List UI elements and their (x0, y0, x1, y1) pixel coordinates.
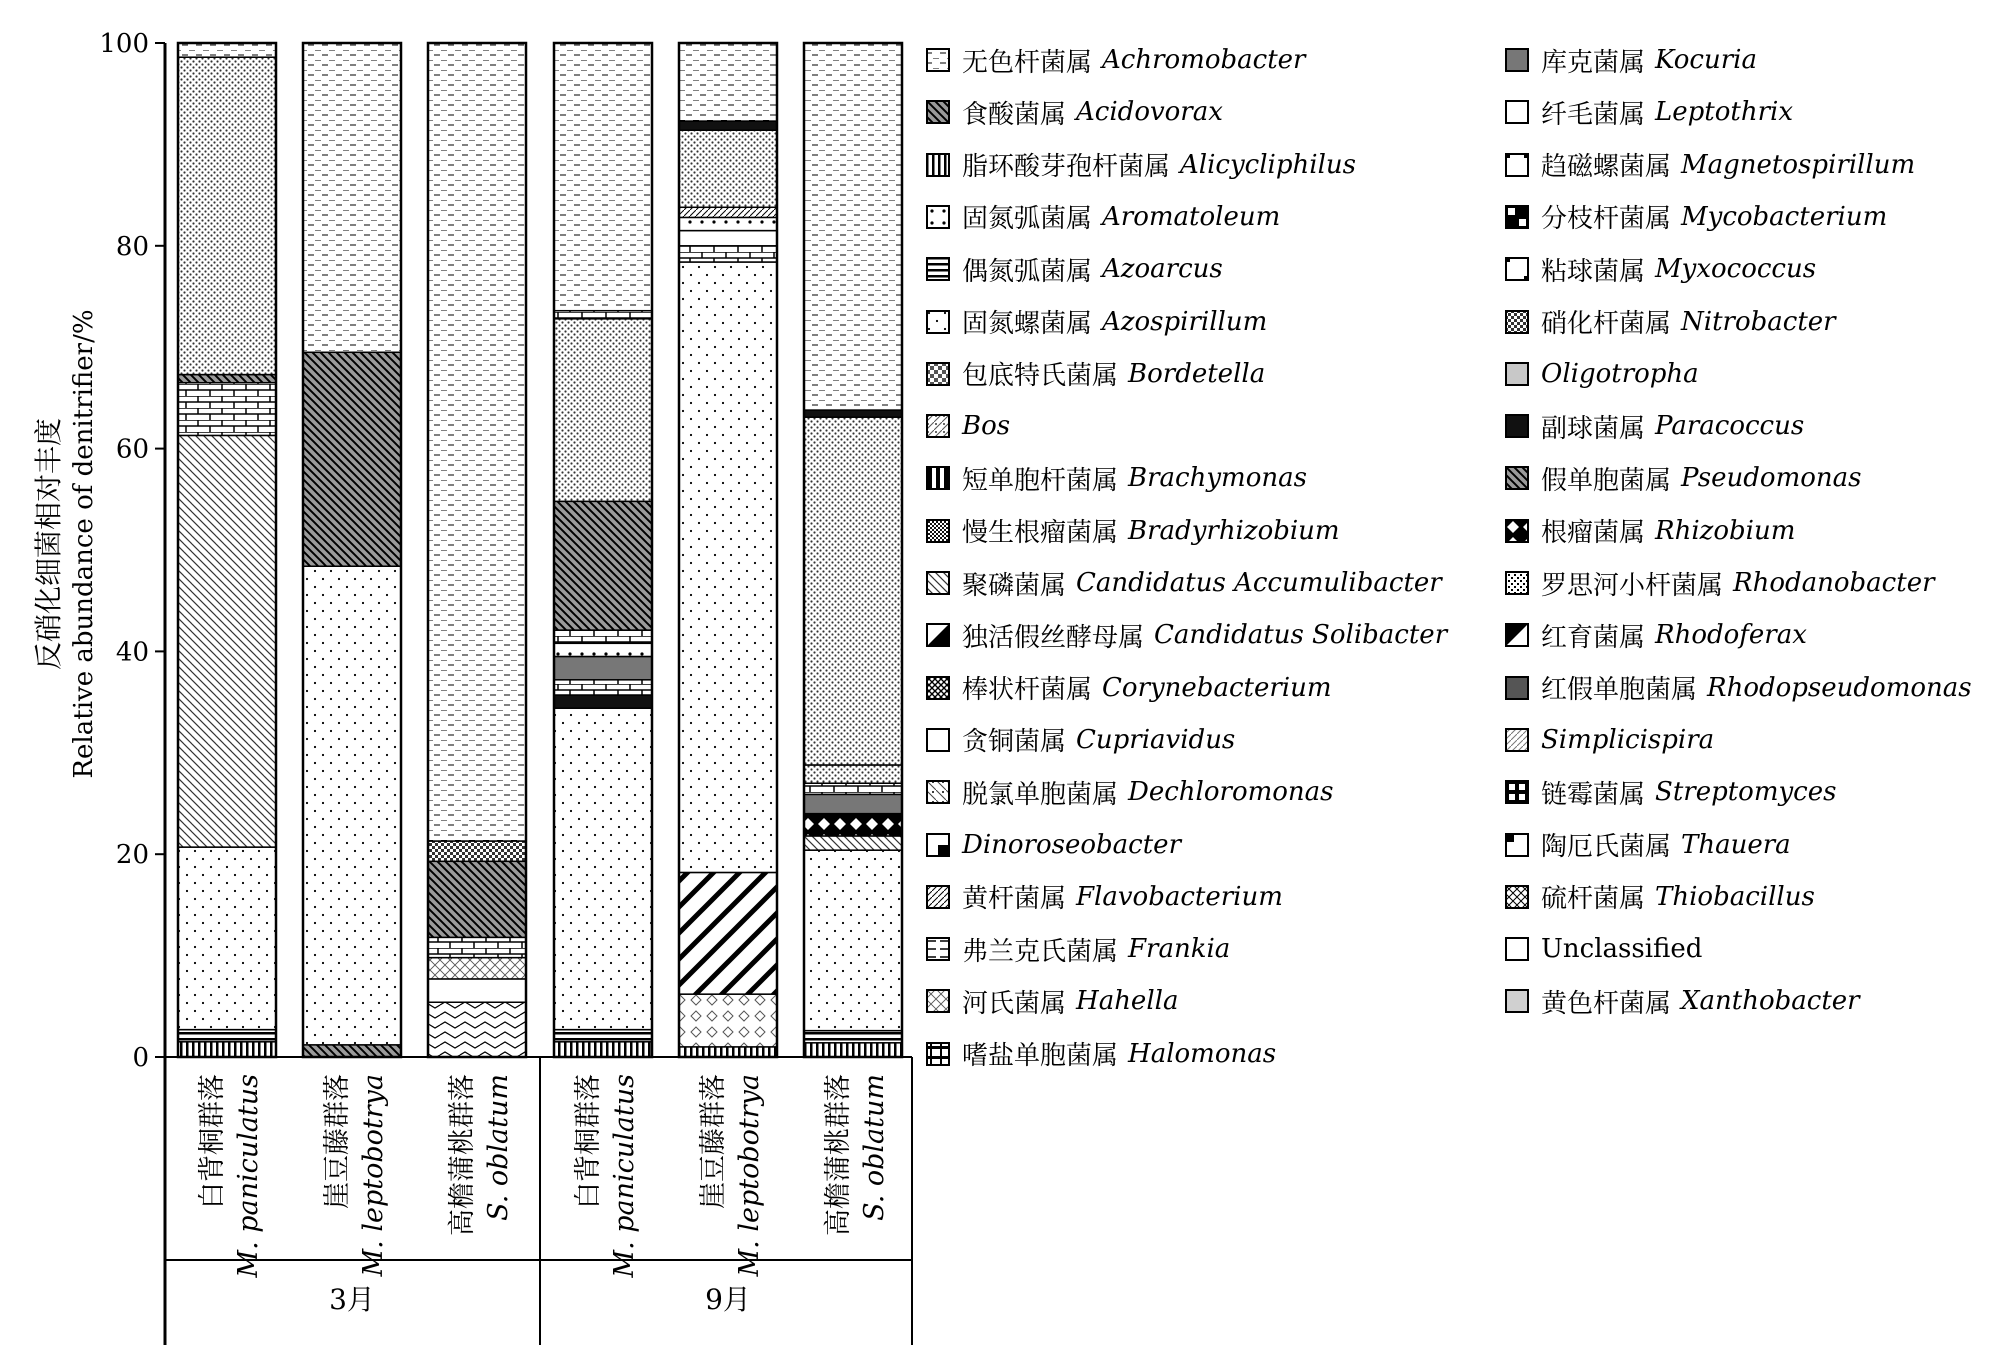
legend-label-cn: 无色杆菌属 (962, 47, 1093, 78)
bar-segment (178, 43, 276, 57)
legend-label-latin: Dinoroseobacter (962, 829, 1181, 860)
legend-label-cn: 假单胞菌属 (1541, 465, 1672, 496)
bar-segment (679, 121, 777, 130)
legend-label-latin: Paracoccus (1655, 411, 1805, 442)
category-label-latin: S. oblatum (859, 1074, 890, 1221)
legend-label-cn: 链霉菌属 (1541, 779, 1646, 810)
legend-label-cn: 聚磷菌属 (962, 570, 1067, 601)
legend-label-latin: Nitrobacter (1681, 306, 1836, 337)
bar-segment (554, 501, 652, 630)
group-label: 3月 (329, 1283, 375, 1316)
bar-segment (178, 847, 276, 1030)
legend-label-cn: 根瘤菌属 (1541, 518, 1646, 549)
legend-label-latin: Candidatus Accumulibacter (1076, 568, 1442, 598)
y-tick-label: 100 (99, 29, 149, 59)
legend-label-latin: Flavobacterium (1076, 881, 1283, 912)
bar-segment (303, 43, 401, 352)
bar-segment (554, 680, 652, 695)
legend-label-latin: Aromatoleum (1102, 201, 1281, 232)
bar-segment (428, 979, 526, 1002)
bar-segment (679, 207, 777, 217)
bar-segment (303, 1045, 401, 1057)
legend-label-latin: Rhodoferax (1655, 620, 1807, 651)
legend-label-latin: Thiobacillus (1655, 881, 1815, 912)
category-label-latin: M. paniculatus (609, 1074, 640, 1278)
legend-label-latin: Dechloromonas (1128, 777, 1334, 808)
bar-segment (804, 836, 902, 850)
legend-label-cn: 纤毛菌属 (1541, 99, 1646, 130)
legend-label-cn: 趋磁螺菌属 (1541, 152, 1672, 183)
bar-segment (804, 43, 902, 410)
legend-label-latin: Cupriavidus (1076, 724, 1236, 755)
legend-label-latin: Hahella (1076, 986, 1179, 1017)
legend-label-latin: Xanthobacter (1681, 986, 1860, 1017)
bar-segment (554, 311, 652, 319)
legend-label-cn: 硫杆菌属 (1541, 884, 1646, 915)
legend-label-latin: Rhodanobacter (1733, 568, 1935, 598)
legend-label-cn: 棒状杆菌属 (962, 675, 1093, 706)
y-tick-label: 40 (115, 637, 149, 668)
bar-segment (804, 765, 902, 783)
bar-segment (679, 217, 777, 230)
legend-label-latin: Pseudomonas (1681, 463, 1862, 494)
legend-label-latin: Leptothrix (1655, 97, 1794, 128)
y-axis-title-en: Relative abundance of denitrifier/% (69, 309, 99, 779)
legend-label-latin: Halomonas (1128, 1038, 1277, 1069)
category-label-cn: 崖豆藤群落 (698, 1074, 729, 1209)
y-tick-label: 80 (115, 231, 149, 262)
bar-segment (554, 319, 652, 502)
bar-segment (554, 43, 652, 311)
bar-segment (554, 643, 652, 656)
legend-label-latin: Unclassified (1541, 934, 1703, 965)
legend-label-cn: 偶氮弧菌属 (962, 256, 1093, 287)
bar-segment (679, 872, 777, 994)
legend-label-cn: 脂环酸芽孢杆菌属 (962, 152, 1171, 183)
bar-segment (679, 43, 777, 121)
bar-segment (303, 352, 401, 566)
bar-segment (804, 1031, 902, 1043)
legend-label-latin: Corynebacterium (1102, 672, 1332, 703)
category-label-latin: M. leptobotrya (358, 1074, 389, 1277)
legend-label-latin: Bos (962, 411, 1011, 442)
y-axis-title-cn: 反硝化细菌相对丰度 (32, 417, 65, 671)
bar-segment (428, 841, 526, 861)
legend-label-cn: 脱氯单胞菌属 (962, 779, 1119, 810)
bar-segment (804, 794, 902, 813)
legend-label-cn: 库克菌属 (1541, 47, 1646, 78)
bar-segment (804, 417, 902, 765)
legend-label-latin: Kocuria (1655, 45, 1757, 75)
legend-label-latin: Frankia (1128, 934, 1231, 965)
bar-segment (178, 57, 276, 374)
legend-label-latin: Myxococcus (1655, 254, 1817, 285)
legend-label-cn: 包底特氏菌属 (962, 361, 1119, 392)
legend-label-cn: 红育菌属 (1541, 622, 1646, 653)
legend-label-cn: 粘球菌属 (1541, 256, 1646, 287)
bar-segment (428, 1002, 526, 1057)
bar-segment (178, 435, 276, 847)
legend-label-cn: 分枝杆菌属 (1541, 204, 1672, 235)
bar-segment (178, 1030, 276, 1042)
legend-label-cn: 河氏菌属 (962, 988, 1067, 1019)
bar-segment (679, 231, 777, 246)
category-label-latin: M. leptobotrya (734, 1074, 765, 1277)
category-label-cn: 崖豆藤群落 (322, 1074, 353, 1209)
y-tick-label: 60 (115, 434, 149, 465)
category-label-cn: 高檐蒲桃群落 (823, 1074, 854, 1236)
legend-label-cn: 慢生根瘤菌属 (962, 518, 1119, 549)
category-label-latin: M. paniculatus (233, 1074, 264, 1278)
bar-segment (554, 695, 652, 708)
bar-segment (804, 814, 902, 836)
legend-label-latin: Acidovorax (1076, 97, 1223, 128)
bar-segment (554, 656, 652, 679)
bar-segment (178, 1042, 276, 1057)
legend-label-latin: Achromobacter (1102, 45, 1306, 75)
legend-label-latin: Azospirillum (1102, 306, 1268, 337)
bar-segment (554, 1030, 652, 1042)
legend-label-latin: Oligotropha (1541, 358, 1699, 389)
bar-segment (428, 43, 526, 841)
legend-label-cn: 固氮螺菌属 (962, 309, 1093, 339)
legend-label-latin: Rhodopseudomonas (1707, 672, 1972, 703)
group-label: 9月 (705, 1283, 751, 1316)
bar-segment (428, 958, 526, 979)
category-label-cn: 白背桐群落 (573, 1074, 604, 1209)
legend-label-cn: 副球菌属 (1541, 413, 1646, 444)
legend-label-latin: Rhizobium (1655, 515, 1796, 546)
legend-label-latin: Streptomyces (1655, 777, 1837, 808)
legend-label-latin: Bradyrhizobium (1128, 515, 1340, 546)
category-label-latin: S. oblatum (483, 1074, 514, 1221)
x-category-labels (197, 1074, 890, 1316)
bar-segment (178, 383, 276, 436)
legend-label-cn: 陶厄氏菌属 (1541, 832, 1672, 862)
legend-label-latin: Azoarcus (1102, 254, 1223, 285)
legend-label-cn: 独活假丝酵母属 (962, 622, 1145, 653)
legend-label-latin: Mycobacterium (1681, 201, 1888, 232)
legend-label-latin: Brachymonas (1128, 463, 1307, 494)
bar-segment (679, 994, 777, 1047)
legend-label-cn: 红假单胞菌属 (1541, 675, 1698, 706)
y-tick-label: 20 (115, 840, 149, 871)
bar-segment (679, 246, 777, 262)
legend-label-cn: 贪铜菌属 (962, 727, 1067, 758)
bar-segment (554, 708, 652, 1029)
bar-segment (679, 262, 777, 872)
bars (178, 43, 902, 1057)
legend-label-latin: Alicycliphilus (1180, 149, 1356, 180)
bar-segment (428, 861, 526, 937)
bar-segment (679, 1047, 777, 1057)
legend-label-cn: 黄杆菌属 (962, 884, 1067, 915)
bar-segment (428, 937, 526, 957)
legend-label-latin: Candidatus Solibacter (1154, 620, 1448, 651)
y-axis-label (32, 309, 99, 778)
category-label-cn: 高檐蒲桃群落 (447, 1074, 478, 1236)
bar-segment (679, 130, 777, 207)
legend-label-cn: 短单胞杆菌属 (962, 465, 1119, 496)
legend-label-latin: Thauera (1681, 829, 1791, 860)
legend-label-cn: 硝化杆菌属 (1541, 309, 1672, 339)
y-tick-label: 0 (132, 1043, 149, 1073)
legend-label-cn: 嗜盐单胞菌属 (962, 1041, 1119, 1072)
legend-label-cn: 固氮弧菌属 (962, 204, 1093, 235)
legend-label-latin: Simplicispira (1541, 724, 1715, 755)
legend-label-latin: Magnetospirillum (1681, 149, 1916, 180)
bar-segment (804, 783, 902, 794)
bar-segment (303, 566, 401, 1045)
legend-label-cn: 弗兰克氏菌属 (962, 936, 1119, 967)
bar-segment (804, 1043, 902, 1057)
bar-segment (554, 630, 652, 643)
legend-label-latin: Bordetella (1128, 358, 1266, 389)
legend-label-cn: 罗思河小杆菌属 (1541, 570, 1724, 601)
legend-label-cn: 黄色杆菌属 (1541, 988, 1672, 1019)
bar-segment (178, 375, 276, 383)
legend-label-cn: 食酸菌属 (962, 99, 1067, 130)
bar-segment (804, 410, 902, 417)
bar-segment (804, 850, 902, 1030)
bar-segment (554, 1042, 652, 1057)
category-label-cn: 白背桐群落 (197, 1074, 228, 1209)
